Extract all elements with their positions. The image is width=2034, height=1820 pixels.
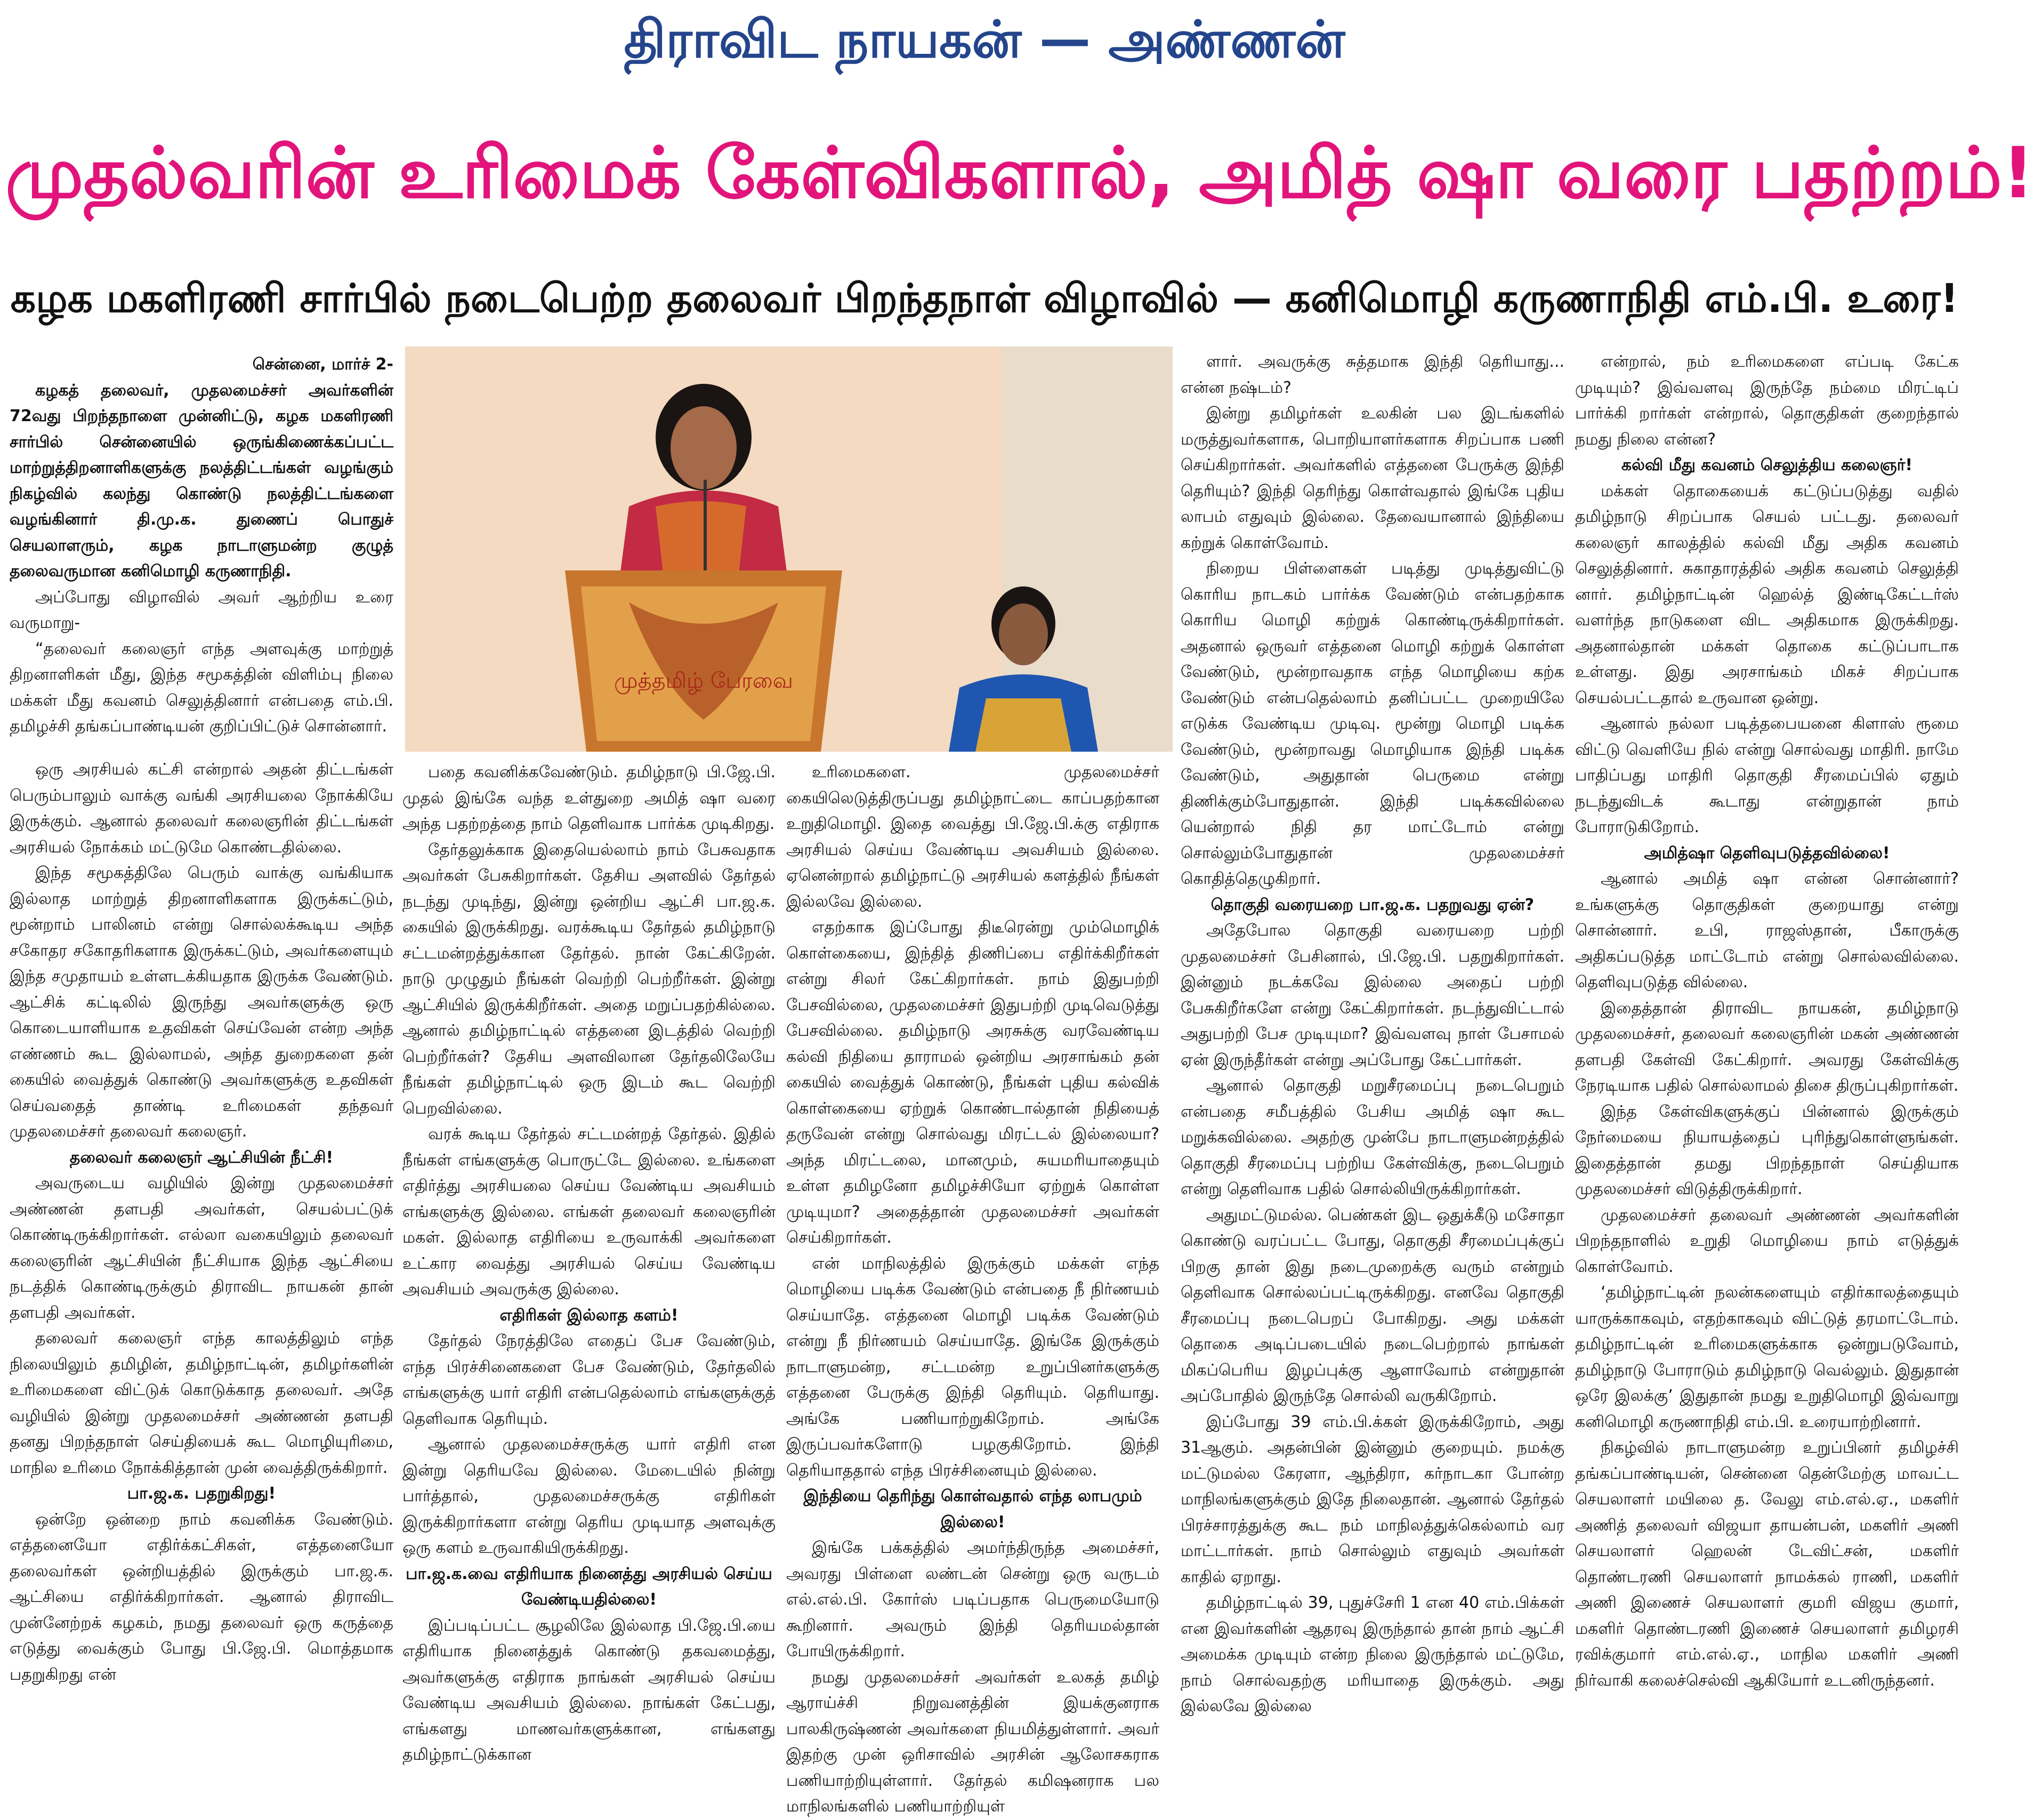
paragraph: தமிழ்நாட்டில் 39, புதுச்சேரி 1 என 40 எம்.பிக்கள் என இவர்களின் ஆதரவு இருந்தால் தான் நாம் ஆட்சி அமைக்க முடியும் என்ற நிலை இருந்தால் மட்டுமே, நாம் சொல்வதற்கு மரியாதை இருக்கும். அது இல்லவே இல்லை: [1181, 1593, 1564, 1716]
sub-headline: கழக மகளிரணி சார்பில் நடைபெற்ற தலைவர் பிறந்தநாள் விழாவில் — கனிமொழி கருணாநிதி எம்.பி. உரை!: [10, 276, 1959, 321]
subheading: தொகுதி வரையறை பா.ஜ.க. பதறுவது ஏன்?: [1210, 895, 1535, 914]
paragraph: “தலைவர் கலைஞர் எந்த அளவுக்கு மாற்றுத் திறனாளிகள் மீது, இந்த சமூகத்தின் விளிம்பு நிலை மக்கள் மீது கவனம் செலுத்தினார் என்பதை எம்.பி. தமிழச்சி தங்கப்பாண்டியன் குறிப்பிட்டுச் சொன்னார்.: [10, 639, 393, 736]
paragraph: நிகழ்வில் நாடாளுமன்ற உறுப்பினர் தமிழச்சி தங்கப்பாண்டியன், சென்னை தென்மேற்கு மாவட்ட செயலாளர் மயிலை த. வேலு எம்.எல்.ஏ., மகளிர் அணித் தலைவர் விஜயா தாயன்பன், மகளிர் அணி செயலாளர் ஹெலன் டேவிட்சன், மகளிர் தொண்டரணி செயலாளர் நாமக்கல் ராணி, மகளிர் அணி இணைச் செயலாளர் குமரி விஜய குமார், மகளிர் தொண்டரணி இணைச் செயலாளர் தமிழரசி ரவிக்குமார் எம்.எல்.ஏ., மாநில மகளிர் அணி நிர்வாகி கலைச்செல்வி ஆகியோர் உடனிருந்தனர்.: [1575, 1438, 1959, 1690]
subheading: எதிரிகள் இல்லாத களம்!: [499, 1306, 679, 1325]
event-photo: [405, 347, 1173, 752]
paragraph: ஆனால் அமித் ஷா என்ன சொன்னார்? உங்களுக்கு தொகுதிகள் குறையாது என்று சொன்னார். உபி, ராஜஸ்தான், பீகாருக்கு அதிகப்படுத்த மாட்டோம் என்று சொல்லவில்லை. தெளிவுபடுத்த வில்லை.: [1575, 869, 1959, 992]
subheading: அமித்ஷா தெளிவுபடுத்தவில்லை!: [1644, 843, 1890, 863]
dateline: சென்னை, மார்ச் 2-: [252, 355, 393, 374]
subheading: கல்வி மீது கவனம் செலுத்திய கலைஞர்!: [1621, 456, 1913, 474]
paragraph: தேர்தலுக்காக இதையெல்லாம் நாம் பேசுவதாக அவர்கள் பேசுகிறார்கள். தேசிய அளவில் தேர்தல் நடந்து முடிந்து, இன்று ஒன்றிய ஆட்சி பா.ஜ.க. கையில் இருக்கிறது. வரக்கூடிய தேர்தல் தமிழ்நாடு சட்டமன்றத்துக்கான தேர்தல். நான் கேட்கிறேன். நாடு முழுதும் நீங்கள் வெற்றி பெற்றீர்கள். இன்று ஆட்சியில் இருக்கிறீர்கள். அதை மறுப்பதற்கில்லை. ஆனால் தமிழ்நாட்டில் எத்தனை இடத்தில் வெற்றி பெற்றீர்கள்? தேசிய அளவிலான தேர்தலிலேயே நீங்கள் தமிழ்நாட்டில் ஒரு இடம் கூட வெற்றி பெறவில்லை.: [402, 840, 776, 1118]
paragraph: ஒன்றே ஒன்றை நாம் கவனிக்க வேண்டும். எத்தனையோ எதிர்க்கட்சிகள், எத்தனையோ தலைவர்கள் ஒன்றியத்தில் இருக்கும் பா.ஜ.க. ஆட்சியை எதிர்க்கிறார்கள். ஆனால் திராவிட முன்னேற்றக் கழகம், நமது தலைவர் ஒரு கருத்தை எடுத்து வைக்கும் போது பி.ஜே.பி. மொத்தமாக பதறுகிறது என்: [10, 1510, 393, 1684]
paragraph: இப்போது 39 எம்.பி.க்கள் இருக்கிறோம், அது 31ஆகும். அதன்பின் இன்னும் குறையும். நமக்கு மட்டுமல்ல கேரளா, ஆந்திரா, கர்நாடகா போன்ற மாநிலங்களுக்கும் இதே நிலைதான். ஆனால் தேர்தல் பிரச்சாரத்துக்கு கூட நம் மாநிலத்துக்கெல்லாம் வர மாட்டார்கள். நாம் சொல்லும் எதுவும் அவர்கள் காதில் ஏறாது.: [1181, 1412, 1564, 1587]
paragraph: ளார். அவருக்கு சுத்தமாக இந்தி தெரியாது... என்ன நஷ்டம்?: [1181, 352, 1564, 397]
column-5: [1575, 349, 1959, 1770]
paragraph: பதை கவனிக்கவேண்டும். தமிழ்நாடு பி.ஜே.பி. முதல் இங்கே வந்த உள்துறை அமித் ஷா வரை அந்த பதற்றத்தை நாம் தெளிவாக பார்க்க முடிகிறது.: [402, 763, 776, 833]
paragraph: மக்கள் தொகையைக் கட்டுப்படுத்து வதில் தமிழ்நாடு சிறப்பாக செயல் பட்டது. தலைவர் கலைஞர் காலத்தில் கல்வி மீது அதிக கவனம் செலுத்தினார். சுகாதாரத்தில் அதிக கவனம் செலுத்தி னார். தமிழ்நாட்டின் ஹெல்த் இண்டிகேட்டர்ஸ் வளர்ந்த நாடுகளை விட அதிகமாக இருக்கிறது. அதனால்தான் மக்கள் தொகை கட்டுப்பாடாக உள்ளது. இது அரசாங்கம் மிகச் சிறப்பாக செயல்பட்டதால் உருவான ஒன்று.: [1575, 481, 1959, 707]
column-2: [402, 760, 776, 1770]
subheading: இந்தியை தெரிந்து கொள்வதால் எந்த லாபமும் இல்லை!: [803, 1487, 1142, 1532]
paragraph: அவருடைய வழியில் இன்று முதலமைச்சர் அண்ணன் தளபதி அவர்கள், செயல்பட்டுக் கொண்டிருக்கிறார்கள். எல்லா வகையிலும் தலைவர் கலைஞரின் ஆட்சியின் நீட்சியாக இந்த ஆட்சியை நடத்திக் கொண்டிருக்கும் திராவிட நாயகன் தான் தளபதி அவர்கள்.: [10, 1174, 393, 1322]
paragraph: என் மாநிலத்தில் இருக்கும் மக்கள் எந்த மொழியை படிக்க வேண்டும் என்பதை நீ நிர்ணயம் செய்யாதே. எத்தனை மொழி படிக்க வேண்டும் என்று நீ நிர்ணயம் செய்யாதே. இங்கே இருக்கும் நாடாளுமன்ற, சட்டமன்ற உறுப்பினர்களுக்கு எத்தனை பேருக்கு இந்தி தெரியும். தெரியாது. அங்கே பணியாற்றுகிறோம். அங்கே இருப்பவர்களோடு பழகுகிறோம். இந்தி தெரியாததால் எந்த பிரச்சினையும் இல்லை.: [786, 1254, 1159, 1480]
paragraph: எதற்காக இப்போது திடீரென்று மும்மொழிக் கொள்கையை, இந்தித் திணிப்பை எதிர்க்கிறீர்கள் என்று சிலர் கேட்கிறார்கள். நாம் இதுபற்றி பேசவில்லை, முதலமைச்சர் இதுபற்றி முடிவெடுத்து பேசவில்லை. தமிழ்நாடு அரசுக்கு வரவேண்டிய கல்வி நிதியை தாராமல் ஒன்றிய அரசாங்கம் தன் கையில் வைத்துக் கொண்டு, நீங்கள் புதிய கல்விக் கொள்கையை ஏற்றுக் கொண்டால்தான் நிதியைத் தருவேன் என்று சொல்வது மிரட்டல் இல்லையா? அந்த மிரட்டலை, மானமும், சுயமரியாதையும் உள்ள தமிழனோ தமிழச்சியோ ஏற்றுக் கொள்ள முடியுமா? அதைத்தான் முதலமைச்சர் அவர்கள் செய்கிறார்கள்.: [786, 918, 1159, 1247]
paragraph: இதைத்தான் திராவிட நாயகன், தமிழ்நாடு முதலமைச்சர், தலைவர் கலைஞரின் மகன் அண்ணன் தளபதி கேள்வி கேட்கிறார். அவரது கேள்விக்கு நேரடியாக பதில் சொல்லாமல் திசை திருப்புகிறார்கள்.: [1575, 998, 1959, 1095]
column-1: [10, 757, 393, 1770]
photo-illustration: [405, 347, 1173, 752]
paragraph: இன்று தமிழர்கள் உலகின் பல இடங்களில் மருத்துவர்களாக, பொறியாளர்களாக சிறப்பாக பணி செய்கிறார்கள். அவர்களில் எத்தனை பேருக்கு இந்தி தெரியும்? இந்தி தெரிந்து கொள்வதால் இங்கே புதிய லாபம் எதுவும் இல்லை. தேவையானால் இந்தியை கற்றுக் கொள்வோம்.: [1181, 404, 1564, 552]
paragraph: ஒரு அரசியல் கட்சி என்றால் அதன் திட்டங்கள் பெரும்பாலும் வாக்கு வங்கி அரசியலை நோக்கியே இருக்கும். ஆனால் தலைவர் கலைஞரின் திட்டங்கள் அரசியல் நோக்கம் மட்டுமே கொண்டதில்லை.: [10, 760, 393, 857]
paragraph: நமது முதலமைச்சர் அவர்கள் உலகத் தமிழ் ஆராய்ச்சி நிறுவனத்தின் இயக்குனராக பாலகிருஷ்ணன் அவர்களை நியமித்துள்ளார். அவர் இதற்கு முன் ஒரிசாவில் அரசின் ஆலோசகராக பணியாற்றியுள்ளார். தேர்தல் கமிஷனராக பல மாநிலங்களில் பணியாற்றியுள்: [786, 1668, 1159, 1816]
paragraph: ஆனால் நல்லா படித்தபையனை கிளாஸ் ரூமை விட்டு வெளியே நில் என்று சொல்வது மாதிரி. நாமே பாதிப்பது மாதிரி தொகுதி சீரமைப்பில் ஏதும் நடந்துவிடக் கூடாது என்றுதான் நாம் போராடுகிறோம்.: [1575, 714, 1959, 836]
column-1-top: [10, 352, 393, 757]
paragraph: இந்த கேள்விகளுக்குப் பின்னால் இருக்கும் நேர்மையை நியாயத்தைப் புரிந்துகொள்ளுங்கள். இதைத்தான் தமது பிறந்தநாள் செய்தியாக முதலமைச்சர் விடுத்திருக்கிறார்.: [1575, 1102, 1959, 1198]
paragraph: இப்படிப்பட்ட சூழலிலே இல்லாத பி.ஜே.பி.யை எதிரியாக நினைத்துக் கொண்டு தகவமைத்து, அவர்களுக்கு எதிராக நாங்கள் அரசியல் செய்ய வேண்டிய அவசியம் இல்லை. நாங்கள் கேட்பது, எங்களது மாணவர்களுக்கான, எங்களது தமிழ்நாட்டுக்கான: [402, 1616, 776, 1764]
subheading: தலைவர் கலைஞர் ஆட்சியின் நீட்சி!: [69, 1148, 334, 1167]
paragraph: அதேபோல தொகுதி வரையறை பற்றி முதலமைச்சர் பேசினால், பி.ஜே.பி. பதறுகிறார்கள். இன்னும் நடக்கவே இல்லை அதைப் பற்றி பேசுகிறீர்களே என்று கேட்கிறார்கள். நடந்துவிட்டால் அதுபற்றி பேச முடியுமா? இவ்வளவு நாள் பேசாமல் ஏன் இருந்தீர்கள் என்று அப்போது கேட்பார்கள்.: [1181, 921, 1564, 1069]
podium-banner-text: முத்தமிழ் பேரவை: [614, 669, 793, 693]
kicker-headline: திராவிட நாயகன் — அண்ணன்: [624, 10, 1345, 69]
paragraph: தலைவர் கலைஞர் எந்த காலத்திலும் எந்த நிலையிலும் தமிழின், தமிழ்நாட்டின், தமிழர்களின் உரிமைகளை விட்டுக் கொடுக்காத தலைவர். அதே வழியில் இன்று முதலமைச்சர் அண்ணன் தளபதி தனது பிறந்தநாள் செய்தியைக் கூட மொழியுரிமை, மாநில உரிமை நோக்கித்தான் முன் வைத்திருக்கிறார்.: [10, 1329, 393, 1477]
paragraph: இந்த சமூகத்திலே பெரும் வாக்கு வங்கியாக இல்லாத மாற்றுத் திறனாளிகளாக இருக்கட்டும், மூன்றாம் பாலினம் என்று சொல்லக்கூடிய அந்த சகோதர சகோதரிகளாக இருக்கட்டும், அவர்களையும் இந்த சமுதாயம் உள்ளடக்கியதாக இருக்க வேண்டும். ஆட்சிக் கட்டிலில் இருந்து அவர்களுக்கு ஒரு கொடையாளியாக உதவிகள் செய்வேன் என்ற அந்த எண்ணம் கூட இல்லாமல், அந்த துறைகளை தன் கையில் வைத்துக் கொண்டு அவர்களுக்கு உதவிகள் செய்வதைத் தாண்டி உரிமைகள் தந்தவர் முதலமைச்சர் தலைவர் கலைஞர்.: [10, 864, 393, 1141]
paragraph: இங்கே பக்கத்தில் அமர்ந்திருந்த அமைச்சர், அவரது பிள்ளை லண்டன் சென்று ஒரு வருடம் எல்.எல்.பி. கோர்ஸ் படிப்பதாக பெருமையோடு கூறினார். அவரும் இந்தி தெரியமல்தான் போயிருக்கிறார்.: [786, 1539, 1159, 1661]
paragraph: நிறைய பிள்ளைகள் படித்து முடித்துவிட்டு கொரிய நாடகம் பார்க்க வேண்டும் என்பதற்காக கொரிய மொழி கற்றுக் கொண்டிருக்கிறார்கள். அதனால் ஒருவர் எத்தனை மொழி கற்றுக் கொள்ள வேண்டும், மூன்றாவதாக எந்த மொழியை கற்க வேண்டும் என்பதெல்லாம் தனிப்பட்ட முறையிலே எடுக்க வேண்டிய முடிவு. மூன்று மொழி படிக்க வேண்டும், மூன்றாவது மொழியாக இந்தி படிக்க வேண்டும், அதுதான் பெருமை என்று திணிக்கும்போதுதான். இந்தி படிக்கவில்லை யென்றால் நிதி தர மாட்டோம் என்று சொல்லும்போதுதான் முதலமைச்சர் கொதித்தெழுகிறார்.: [1181, 559, 1564, 888]
paragraph: வரக் கூடிய தேர்தல் சட்டமன்றத் தேர்தல். இதில் நீங்கள் எங்களுக்கு பொருட்டே இல்லை. உங்களை எதிர்த்து அரசியலை செய்ய வேண்டிய அவசியம் எங்களுக்கு இல்லை. எங்கள் தலைவர் கலைஞரின் மகள். இல்லாத எதிரியை உருவாக்கி அவர்களை உட்கார வைத்து அரசியல் செய்ய வேண்டிய அவசியம் அவருக்கு இல்லை.: [402, 1125, 776, 1299]
column-3: [786, 760, 1159, 1816]
paragraph: ஆனால் தொகுதி மறுசீரமைப்பு நடைபெறும் என்பதை சமீபத்தில் பேசிய அமித் ஷா கூட மறுக்கவில்லை. அதற்கு முன்பே நாடாளுமன்றத்தில் தொகுதி சீரமைப்பு பற்றிய கேள்விக்கு, நடைபெறும் என்று தெளிவாக பதில் சொல்லியிருக்கிறார்கள்.: [1181, 1076, 1564, 1198]
subheading: பா.ஜ.க. பதறுகிறது!: [127, 1484, 276, 1503]
paragraph: முதலமைச்சர் தலைவர் அண்ணன் அவர்களின் பிறந்தநாளில் உறுதி மொழியை நாம் எடுத்துக் கொள்வோம்.: [1575, 1205, 1959, 1276]
paragraph: ‘தமிழ்நாட்டின் நலன்களையும் எதிர்காலத்தையும் யாருக்காகவும், எதற்காகவும் விட்டுத் தரமாட்டோம். தமிழ்நாட்டின் உரிமைகளுக்காக ஒன்றுபடுவோம், தமிழ்நாடு போராடும் தமிழ்நாடு வெல்லும். இதுதான் ஒரே இலக்கு’ இதுதான் நமது உறுதிமொழி இவ்வாறு கனிமொழி கருணாநிதி எம்.பி. உரையாற்றினார்.: [1575, 1283, 1959, 1431]
main-headline: முதல்வரின் உரிமைக் கேள்விகளால், அமித் ஷா வரை பதற்றம்!: [5, 132, 2034, 214]
paragraph: உரிமைகளை. முதலமைச்சர் கையிலெடுத்திருப்பது தமிழ்நாட்டை காப்பதற்கான உறுதிமொழி. இதை வைத்து பி.ஜே.பி.க்கு எதிராக அரசியல் செய்ய வேண்டிய அவசியம் இல்லை. ஏனென்றால் தமிழ்நாட்டு அரசியல் களத்தில் நீங்கள் இல்லவே இல்லை.: [786, 763, 1159, 911]
paragraph: தேர்தல் நேரத்திலே எதைப் பேச வேண்டும், எந்த பிரச்சினைகளை பேச வேண்டும், தேர்தலில் எங்களுக்கு யார் எதிரி என்பதெல்லாம் எங்களுக்குத் தெளிவாக தெரியும்.: [402, 1332, 776, 1428]
subheading: பா.ஜ.க.வை எதிரியாக நினைத்து அரசியல் செய்ய வேண்டியதில்லை!: [406, 1564, 772, 1609]
paragraph: அப்போது விழாவில் அவர் ஆற்றிய உரை வருமாறு-: [10, 587, 393, 632]
column-4: [1181, 349, 1564, 1770]
paragraph: என்றால், நம் உரிமைகளை எப்படி கேட்க முடியும்? இவ்வளவு இருந்தே நம்மை மிரட்டிப் பார்க்கி றார்கள் என்றால், தொகுதிகள் குறைந்தால் நமது நிலை என்ன?: [1575, 352, 1959, 449]
lead-paragraph: கழகத் தலைவர், முதலமைச்சர் அவர்களின் 72வது பிறந்தநாளை முன்னிட்டு, கழக மகளிரணி சார்பில் சென்னையில் ஒருங்கிணைக்கப்பட்ட மாற்றுத்திறனாளிகளுக்கு நலத்திட்டங்கள் வழங்கும் நிகழ்வில் கலந்து கொண்டு நலத்திட்டங்களை வழங்கினார் தி.மு.க. துணைப் பொதுச் செயலாளரும், கழக நாடாளுமன்ற குழுத் தலைவருமான கனிமொழி கருணாநிதி.: [10, 381, 393, 581]
paragraph: அதுமட்டுமல்ல. பெண்கள் இட ஒதுக்கீடு மசோதா கொண்டு வரப்பட்ட போது, தொகுதி சீரமைப்புக்குப் பிறகு தான் இது நடைமுறைக்கு வரும் என்றும் தெளிவாக சொல்லப்பட்டிருக்கிறது. எனவே தொகுதி சீரமைப்பு நடைபெறப் போகிறது. அது மக்கள் தொகை அடிப்படையில் நடைபெற்றால் நாங்கள் மிகப்பெரிய இழப்புக்கு ஆளாவோம் என்றுதான் அப்போதில் இருந்தே சொல்லி வருகிறோம்.: [1181, 1205, 1564, 1405]
paragraph: ஆனால் முதலமைச்சருக்கு யார் எதிரி என இன்று தெரியவே இல்லை. மேடையில் நின்று பார்த்தால், முதலமைச்சருக்கு எதிரிகள் இருக்கிறார்களா என்று தெரிய முடியாத அளவுக்கு ஒரு களம் உருவாகியிருக்கிறது.: [402, 1435, 776, 1557]
